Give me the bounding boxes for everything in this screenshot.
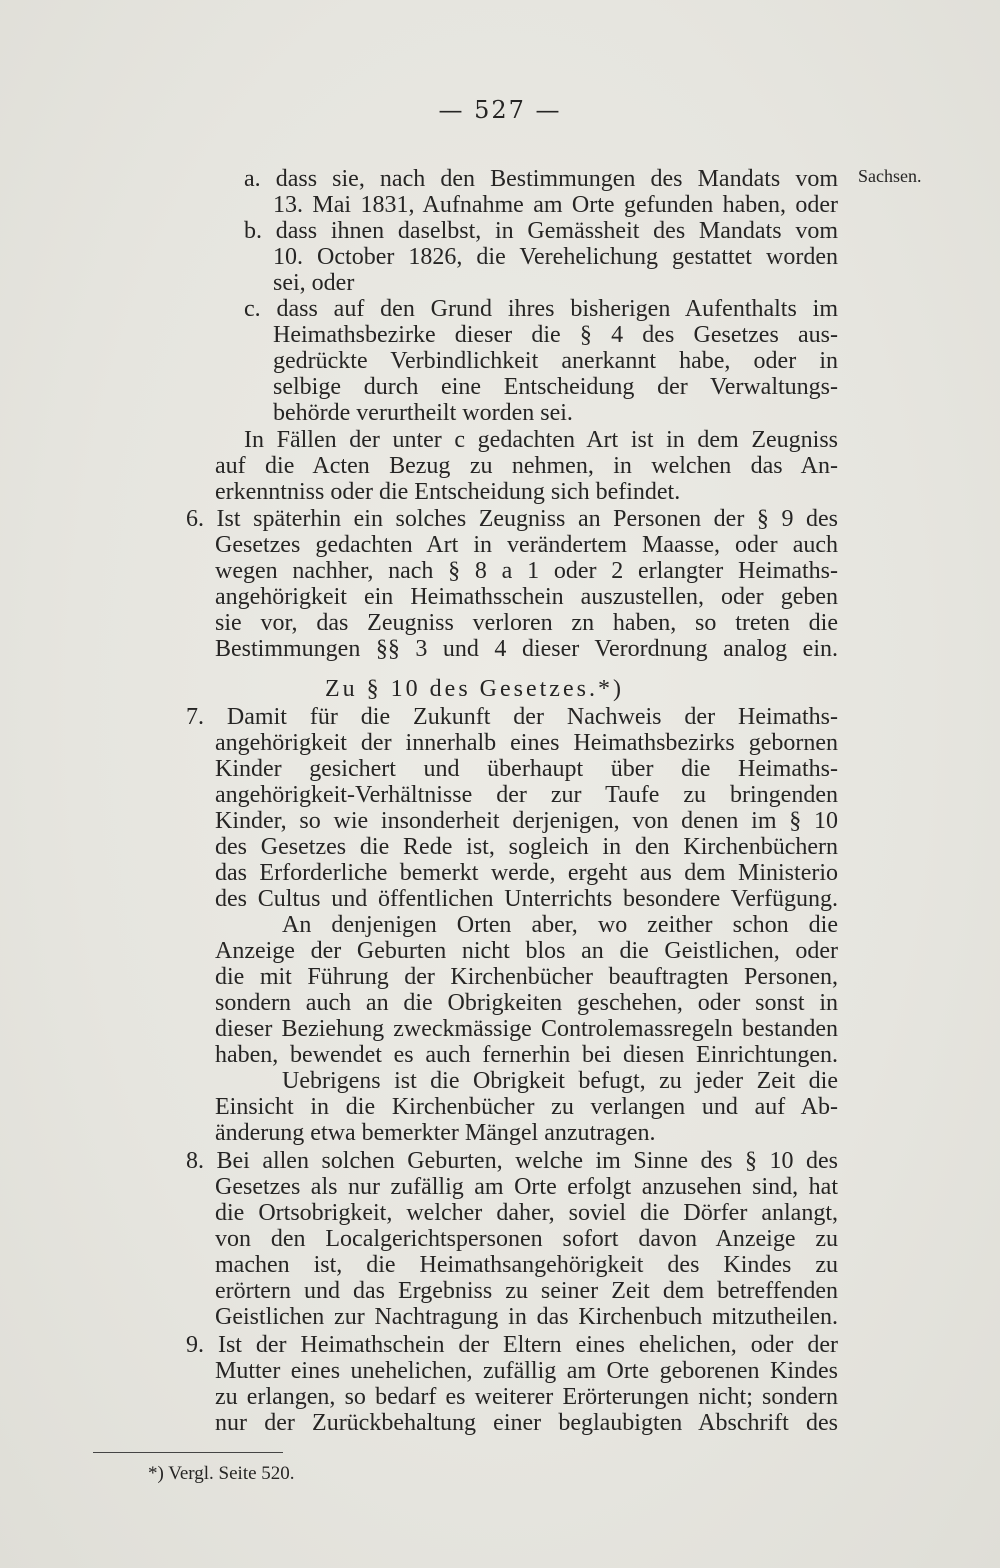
text-line: Geistlichen zur Nachtragung in das Kirchenbuch mitzutheilen. (215, 1304, 838, 1330)
text-line: gedrückte Verbindlichkeit anerkannt habe, oder in (273, 348, 838, 374)
text-line: In Fällen der unter c gedachten Art ist in dem Zeugniss (244, 427, 838, 453)
text-line: Einsicht in die Kirchenbücher zu verlangen und auf Ab- (215, 1094, 838, 1120)
text-line: Kinder gesichert und überhaupt über die Heimaths- (215, 756, 838, 782)
text-line: Anzeige der Geburten nicht blos an die Geistlichen, oder (215, 938, 838, 964)
text-line: Mutter eines unehelichen, zufällig am Orte geborenen Kindes (215, 1358, 838, 1384)
text-line: von den Localgerichtspersonen sofort davon Anzeige zu (215, 1226, 838, 1252)
text-line: machen ist, die Heimathsangehörigkeit des Kindes zu (215, 1252, 838, 1278)
text-line: 10. October 1826, die Verehelichung gestattet worden (273, 244, 838, 270)
text-line: selbige durch eine Entscheidung der Verwaltungs- (273, 374, 838, 400)
text-line: zu erlangen, so bedarf es weiterer Erörterungen nicht; sondern (215, 1384, 838, 1410)
text-line: behörde verurtheilt worden sei. (273, 400, 573, 426)
text-line: 7. Damit für die Zukunft der Nachweis der Heimaths- (186, 704, 838, 730)
text-line: Uebrigens ist die Obrigkeit befugt, zu jeder Zeit die (282, 1068, 838, 1094)
text-line: das Erforderliche bemerkt werde, ergeht aus dem Ministerio (215, 860, 838, 886)
text-line: auf die Acten Bezug zu nehmen, in welchen das An- (215, 453, 838, 479)
section-heading: Zu § 10 des Gesetzes.*) (325, 676, 624, 702)
text-line: haben, bewendet es auch fernerhin bei diesen Einrichtungen. (215, 1042, 838, 1068)
footnote-divider (93, 1452, 283, 1453)
text-line: nur der Zurückbehaltung einer beglaubigten Abschrift des (215, 1410, 838, 1436)
text-line: angehörigkeit ein Heimathsschein auszustellen, oder geben (215, 584, 838, 610)
text-line: erörtern und das Ergebniss zu seiner Zeit dem betreffenden (215, 1278, 838, 1304)
text-line: Kinder, so wie insonderheit derjenigen, von denen im § 10 (215, 808, 838, 834)
text-line: Gesetzes als nur zufällig am Orte erfolgt anzusehen sind, hat (215, 1174, 838, 1200)
text-line: b. dass ihnen daselbst, in Gemässheit des Mandats vom (244, 218, 838, 244)
text-line: Gesetzes gedachten Art in verändertem Maasse, oder auch (215, 532, 838, 558)
text-line: des Cultus und öffentlichen Unterrichts besondere Verfügung. (215, 886, 838, 912)
text-line: sie vor, das Zeugniss verloren zn haben, so treten die (215, 610, 838, 636)
text-line: c. dass auf den Grund ihres bisherigen Aufenthalts im (244, 296, 838, 322)
footnote: *) Vergl. Seite 520. (148, 1463, 295, 1484)
text-line: Bestimmungen §§ 3 und 4 dieser Verordnung analog ein. (215, 636, 838, 662)
text-line: wegen nachher, nach § 8 a 1 oder 2 erlangter Heimaths- (215, 558, 838, 584)
text-line: sondern auch an die Obrigkeiten geschehen, oder sonst in (215, 990, 838, 1016)
text-line: An denjenigen Orten aber, wo zeither schon die (282, 912, 838, 938)
text-line: des Gesetzes die Rede ist, sogleich in den Kirchenbüchern (215, 834, 838, 860)
text-line: a. dass sie, nach den Bestimmungen des Mandats vom (244, 166, 838, 192)
text-line: erkenntniss oder die Entscheidung sich befindet. (215, 479, 681, 505)
text-line: 13. Mai 1831, Aufnahme am Orte gefunden haben, oder (273, 192, 838, 218)
margin-note: Sachsen. (858, 166, 922, 186)
text-line: die Ortsobrigkeit, welcher daher, soviel die Dörfer anlangt, (215, 1200, 838, 1226)
text-line: die mit Führung der Kirchenbücher beauftragten Personen, (215, 964, 838, 990)
text-line: 6. Ist späterhin ein solches Zeugniss an Personen der § 9 des (186, 506, 838, 532)
text-line: angehörigkeit der innerhalb eines Heimathsbezirks gebornen (215, 730, 838, 756)
text-line: angehörigkeit-Verhältnisse der zur Taufe zu bringenden (215, 782, 838, 808)
text-line: änderung etwa bemerkter Mängel anzutragen. (215, 1120, 656, 1146)
text-line: Heimathsbezirke dieser die § 4 des Gesetzes aus- (273, 322, 838, 348)
text-line: 8. Bei allen solchen Geburten, welche im Sinne des § 10 des (186, 1148, 838, 1174)
text-line: dieser Beziehung zweckmässige Controlemassregeln bestanden (215, 1016, 838, 1042)
text-line: 9. Ist der Heimathschein der Eltern eines ehelichen, oder der (186, 1332, 838, 1358)
text-line: sei, oder (273, 270, 355, 296)
page-number: — 527 — (438, 96, 562, 124)
